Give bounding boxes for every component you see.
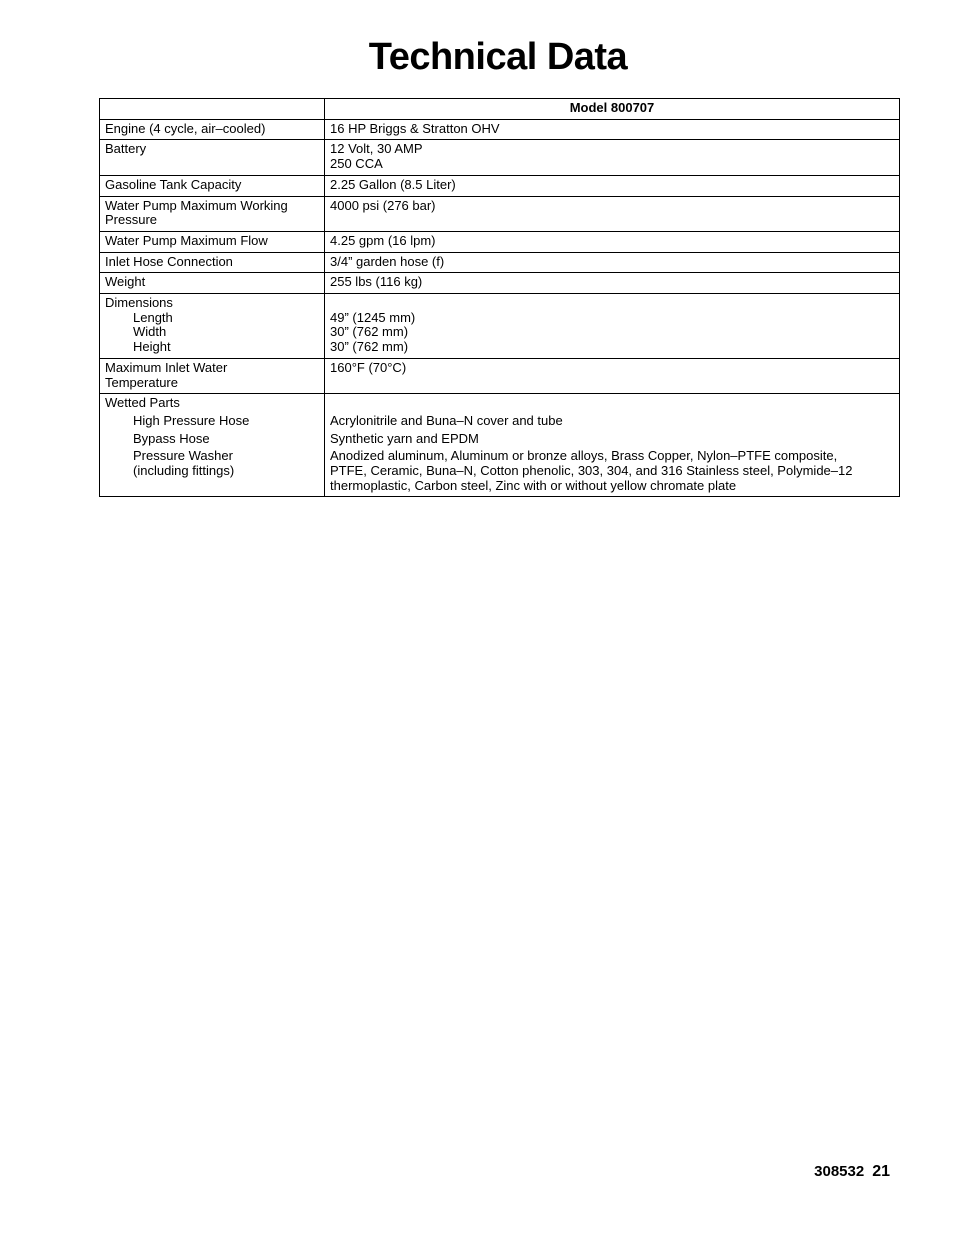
row-value: 4000 psi (276 bar) (325, 196, 900, 231)
wetted-item-value: Anodized aluminum, Aluminum or bronze alloys, Brass Copper, Nylon–PTFE composite, PTFE, Ceramic, Buna–N, Cotton phenolic, 303, 304, and 316 Stainless steel, Polymide–12 thermoplastic, Carbon steel, Zinc with or without yellow chromate plate (330, 448, 853, 493)
table-row (100, 196, 900, 231)
row-value: 2.25 Gallon (8.5 Liter) (325, 175, 900, 196)
dimension-length-label: Length (133, 309, 173, 325)
dimension-width-label: Width (133, 324, 167, 340)
row-value: 255 lbs (116 kg) (325, 273, 900, 294)
row-label: Water Pump Maximum Flow (100, 231, 325, 252)
dimensions-row (100, 294, 900, 359)
row-label: Battery (100, 140, 325, 175)
dimension-length-value: 49” (1245 mm) (330, 309, 416, 325)
row-value (325, 394, 900, 497)
wetted-parts-row (100, 394, 900, 497)
row-label: Wetted Parts High Pressure Hose Bypass Hose Pressure Washer (including fittings) (100, 394, 325, 497)
row-label: Water Pump Maximum Working Pressure (100, 196, 325, 231)
row-label: Weight (100, 273, 325, 294)
page-number: 21 (872, 1163, 890, 1180)
wetted-item-label: Bypass Hose (133, 430, 210, 446)
table-row (100, 175, 900, 196)
dimension-width-value: 30” (762 mm) (330, 324, 409, 340)
row-label: Engine (4 cycle, air–cooled) (100, 119, 325, 140)
table-row (100, 358, 900, 393)
row-value: 4.25 gpm (16 lpm) (325, 231, 900, 252)
page-title: Technical Data (368, 36, 628, 78)
row-value (325, 294, 900, 359)
wetted-item-label: High Pressure Hose (133, 412, 250, 428)
wetted-item-label: Pressure Washer (including fittings) (133, 448, 235, 479)
header-label-cell (100, 99, 325, 120)
dimension-height-value: 30” (762 mm) (330, 339, 409, 355)
model-header-cell: Model 800707 (325, 99, 900, 120)
wetted-item-value: Synthetic yarn and EPDM (330, 430, 479, 446)
table-header-row (100, 99, 900, 120)
row-label: Dimensions Length Width Height (100, 294, 325, 359)
table-row (100, 252, 900, 273)
row-value: 16 HP Briggs & Stratton OHV (325, 119, 900, 140)
wetted-item-value: Acrylonitrile and Buna–N cover and tube (330, 412, 563, 428)
row-label: Gasoline Tank Capacity (100, 175, 325, 196)
row-value: 160°F (70°C) (325, 358, 900, 393)
row-value: 12 Volt, 30 AMP 250 CCA (325, 140, 900, 175)
table-row (100, 231, 900, 252)
dimension-height-label: Height (133, 339, 171, 355)
table-row (100, 119, 900, 140)
page-footer (814, 1163, 890, 1181)
row-value: 3/4” garden hose (f) (325, 252, 900, 273)
row-label: Inlet Hose Connection (100, 252, 325, 273)
technical-data-table (99, 98, 900, 497)
table-row (100, 140, 900, 175)
table-row (100, 273, 900, 294)
row-label: Maximum Inlet Water Temperature (100, 358, 325, 393)
document-number: 308532 (814, 1163, 865, 1180)
